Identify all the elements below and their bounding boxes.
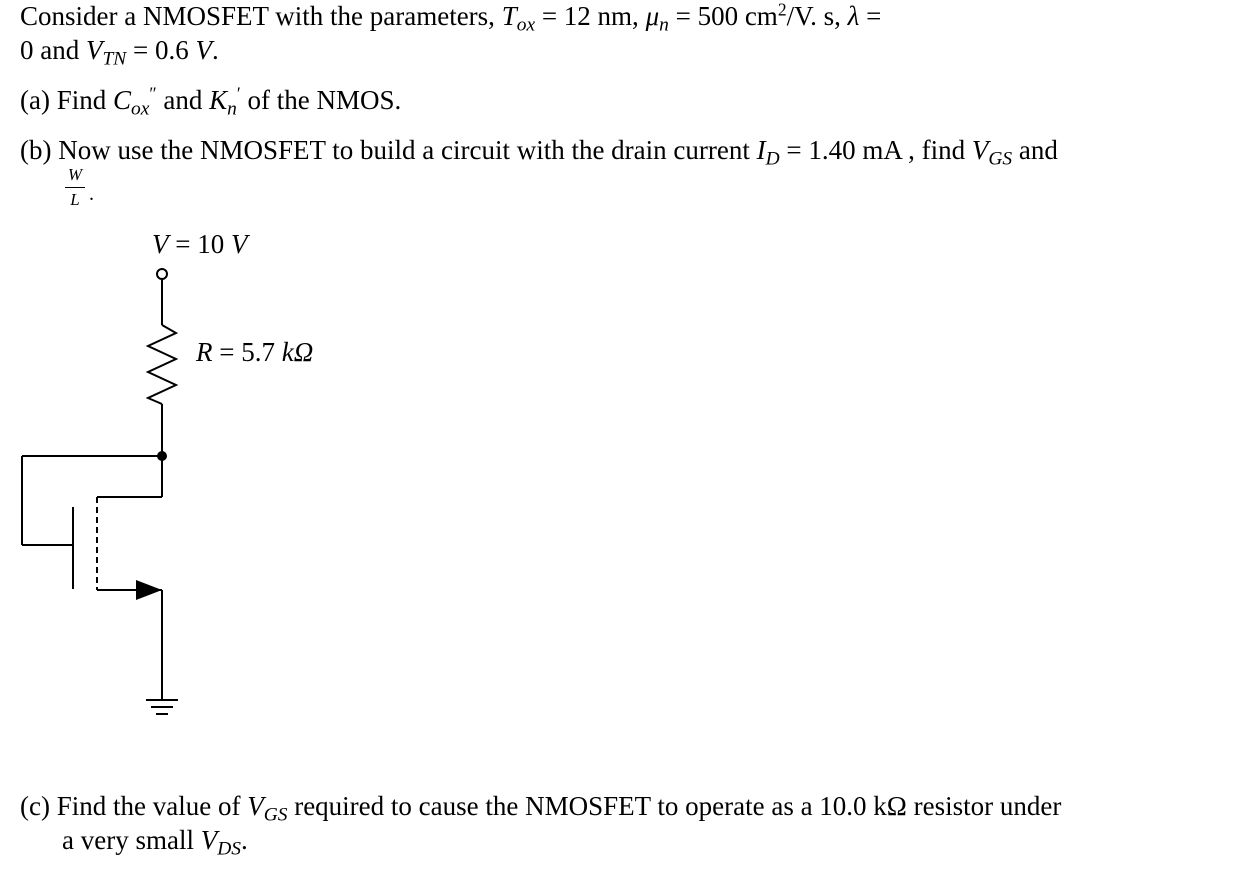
kn-symbol: K — [209, 85, 228, 115]
part-c-middle: required to cause the NMOSFET to operate as a 10.0 kΩ resistor under — [294, 791, 1062, 821]
drain-node-dot — [157, 451, 167, 461]
tox-value: = 12 nm, — [541, 1, 639, 31]
supply-unit: V — [230, 229, 248, 259]
vgs-subscript: GS — [988, 148, 1013, 170]
cox-symbol: C — [112, 85, 131, 115]
vgs2-symbol: V — [247, 791, 264, 821]
resistor-zigzag — [148, 325, 176, 404]
kn-prime: ′ — [236, 83, 241, 104]
part-a-prefix: (a) Find — [20, 85, 107, 115]
fraction-numerator: W — [67, 165, 83, 184]
part-a-and: and — [163, 85, 203, 115]
id-subscript: D — [765, 148, 780, 170]
fraction-denominator: L — [70, 190, 80, 209]
vgs-symbol: V — [971, 135, 989, 165]
supply-terminal — [157, 269, 167, 279]
cox-prime: ″ — [149, 83, 157, 104]
cox-subscript: ox — [131, 98, 150, 120]
vtn-symbol: V — [85, 35, 103, 65]
vtn-value: = 0.6 — [133, 35, 189, 65]
tox-subscript: ox — [516, 14, 536, 36]
lambda-equals: = — [866, 1, 882, 31]
mu-symbol: μ — [645, 1, 660, 31]
supply-symbol: V — [152, 229, 169, 259]
part-c-prefix: (c) Find the value of — [20, 791, 241, 821]
lambda-value: 0 and — [20, 35, 80, 65]
tox-symbol: T — [501, 1, 517, 31]
vtn-subscript: TN — [102, 48, 127, 70]
mu-exponent: 2 — [777, 0, 787, 20]
part-c-line2-prefix: a very small — [62, 825, 194, 855]
vds-subscript: DS — [217, 838, 241, 860]
fraction-period: . — [89, 183, 94, 205]
vtn-unit: V — [195, 35, 212, 65]
resistor-symbol: R — [196, 337, 213, 367]
resistor-unit: kΩ — [281, 337, 314, 367]
part-a-suffix: of the NMOS. — [247, 85, 402, 115]
vgs2-subscript: GS — [263, 804, 288, 826]
id-symbol: I — [756, 135, 766, 165]
lambda-symbol: λ — [847, 1, 860, 31]
vds-symbol: V — [200, 825, 218, 855]
id-value: = 1.40 mA , find — [786, 135, 966, 165]
kn-subscript: n — [227, 98, 237, 120]
resistor-value: = 5.7 — [219, 337, 275, 367]
mu-subscript: n — [659, 14, 669, 36]
mu-unit: /V. s, — [786, 1, 841, 31]
intro-text: Consider a NMOSFET with the parameters, — [20, 1, 495, 31]
mu-value: = 500 cm — [675, 1, 778, 31]
source-arrow — [136, 580, 162, 600]
part-b-and: and — [1018, 135, 1058, 165]
part-c-line-2 — [62, 824, 248, 860]
vtn-end: . — [212, 35, 219, 65]
supply-value: = 10 — [175, 229, 225, 259]
part-b-prefix: (b) Now use the NMOSFET to build a circuit with the drain current — [20, 135, 750, 165]
part-c — [20, 790, 1062, 826]
part-c-end: . — [240, 825, 248, 855]
